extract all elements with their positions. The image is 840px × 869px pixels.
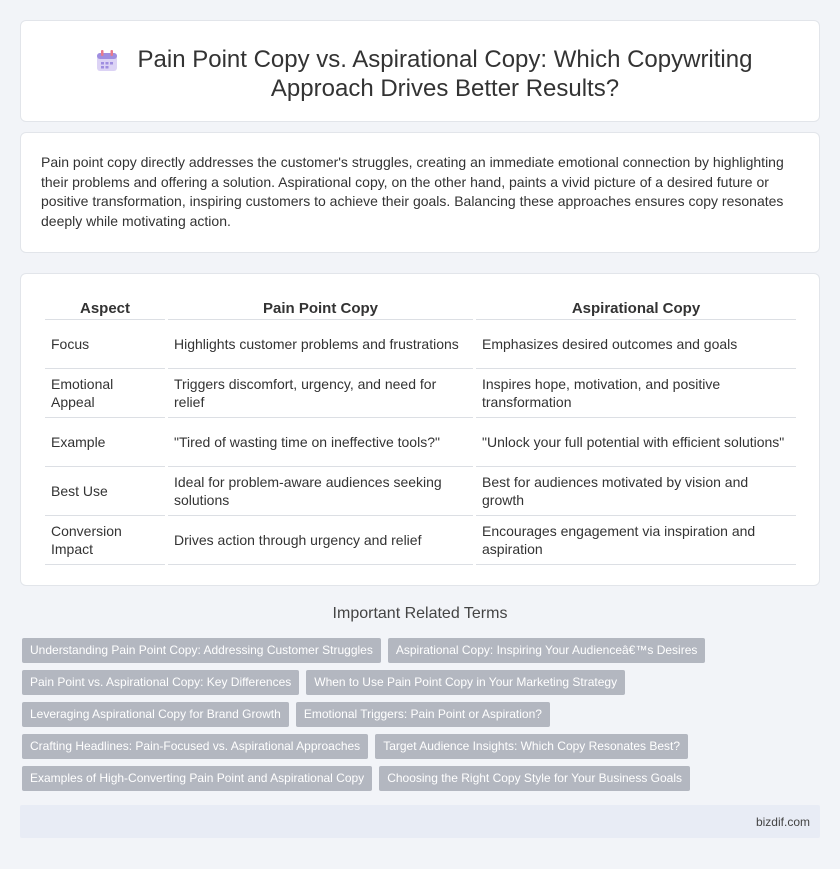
tag-row: [22, 766, 822, 791]
footer-site-link[interactable]: bizdif.com: [755, 815, 810, 829]
related-term-tag[interactable]: Leveraging Aspirational Copy for Brand Growth: [22, 702, 289, 727]
table-row: [45, 418, 796, 467]
comparison-table-card: [20, 273, 820, 586]
cell-aspirational: "Unlock your full potential with efficient solutions": [476, 418, 796, 467]
related-terms-title: Important Related Terms: [332, 605, 508, 622]
cell-pain-point: Triggers discomfort, urgency, and need for relief: [168, 369, 473, 418]
calendar-icon: [95, 49, 119, 73]
title-wrap: [21, 45, 819, 103]
cell-pain-point: Drives action through urgency and relief: [168, 516, 473, 565]
tag-row: [22, 702, 822, 727]
header-card: [20, 20, 820, 122]
related-terms-tags: [22, 638, 822, 798]
related-term-tag[interactable]: Emotional Triggers: Pain Point or Aspiration?: [296, 702, 550, 727]
header-pain-point: Pain Point Copy: [168, 294, 473, 320]
related-term-tag[interactable]: Pain Point vs. Aspirational Copy: Key Differences: [22, 670, 299, 695]
cell-pain-point: "Tired of wasting time on ineffective tools?": [168, 418, 473, 467]
intro-card: [20, 132, 820, 253]
table-row: [45, 320, 796, 369]
table-row: [45, 516, 796, 565]
tag-row: [22, 670, 822, 695]
cell-aspect: Focus: [45, 320, 165, 369]
table-row: [45, 467, 796, 516]
intro-paragraph: Pain point copy directly addresses the customer's struggles, creating an immediate emotional connection by highlighting their problems and offering a solution. Aspirational copy, on the other hand, paints a vivid picture of a desired future or positive transformation, inspiring customers to achieve their goals. Balancing these approaches ensures copy resonates deeply while motivating action.: [41, 154, 784, 229]
tag-row: [22, 734, 822, 759]
comparison-table: [42, 294, 799, 565]
cell-aspirational: Inspires hope, motivation, and positive transformation: [476, 369, 796, 418]
related-term-tag[interactable]: Understanding Pain Point Copy: Addressing Customer Struggles: [22, 638, 381, 663]
cell-aspirational: Encourages engagement via inspiration and aspiration: [476, 516, 796, 565]
cell-aspirational: Best for audiences motivated by vision and growth: [476, 467, 796, 516]
cell-aspect: Example: [45, 418, 165, 467]
related-term-tag[interactable]: Aspirational Copy: Inspiring Your Audienceâ€™s Desires: [388, 638, 706, 663]
related-term-tag[interactable]: Target Audience Insights: Which Copy Resonates Best?: [375, 734, 688, 759]
table-row: [45, 369, 796, 418]
related-term-tag[interactable]: Crafting Headlines: Pain-Focused vs. Aspirational Approaches: [22, 734, 368, 759]
cell-pain-point: Ideal for problem-aware audiences seeking solutions: [168, 467, 473, 516]
related-term-tag[interactable]: Examples of High-Converting Pain Point and Aspirational Copy: [22, 766, 372, 791]
tag-row: [22, 638, 822, 663]
header-aspirational: Aspirational Copy: [476, 294, 796, 320]
cell-aspect: Conversion Impact: [45, 516, 165, 565]
cell-aspect: Best Use: [45, 467, 165, 516]
page-title: Pain Point Copy vs. Aspirational Copy: Which Copywriting Approach Drives Better Results?: [137, 46, 753, 102]
table-header-row: [45, 294, 796, 320]
cell-pain-point: Highlights customer problems and frustrations: [168, 320, 473, 369]
related-term-tag[interactable]: Choosing the Right Copy Style for Your Business Goals: [379, 766, 690, 791]
related-term-tag[interactable]: When to Use Pain Point Copy in Your Marketing Strategy: [306, 670, 625, 695]
cell-aspect: Emotional Appeal: [45, 369, 165, 418]
cell-aspirational: Emphasizes desired outcomes and goals: [476, 320, 796, 369]
header-aspect: Aspect: [45, 294, 165, 320]
footer: [20, 805, 820, 838]
